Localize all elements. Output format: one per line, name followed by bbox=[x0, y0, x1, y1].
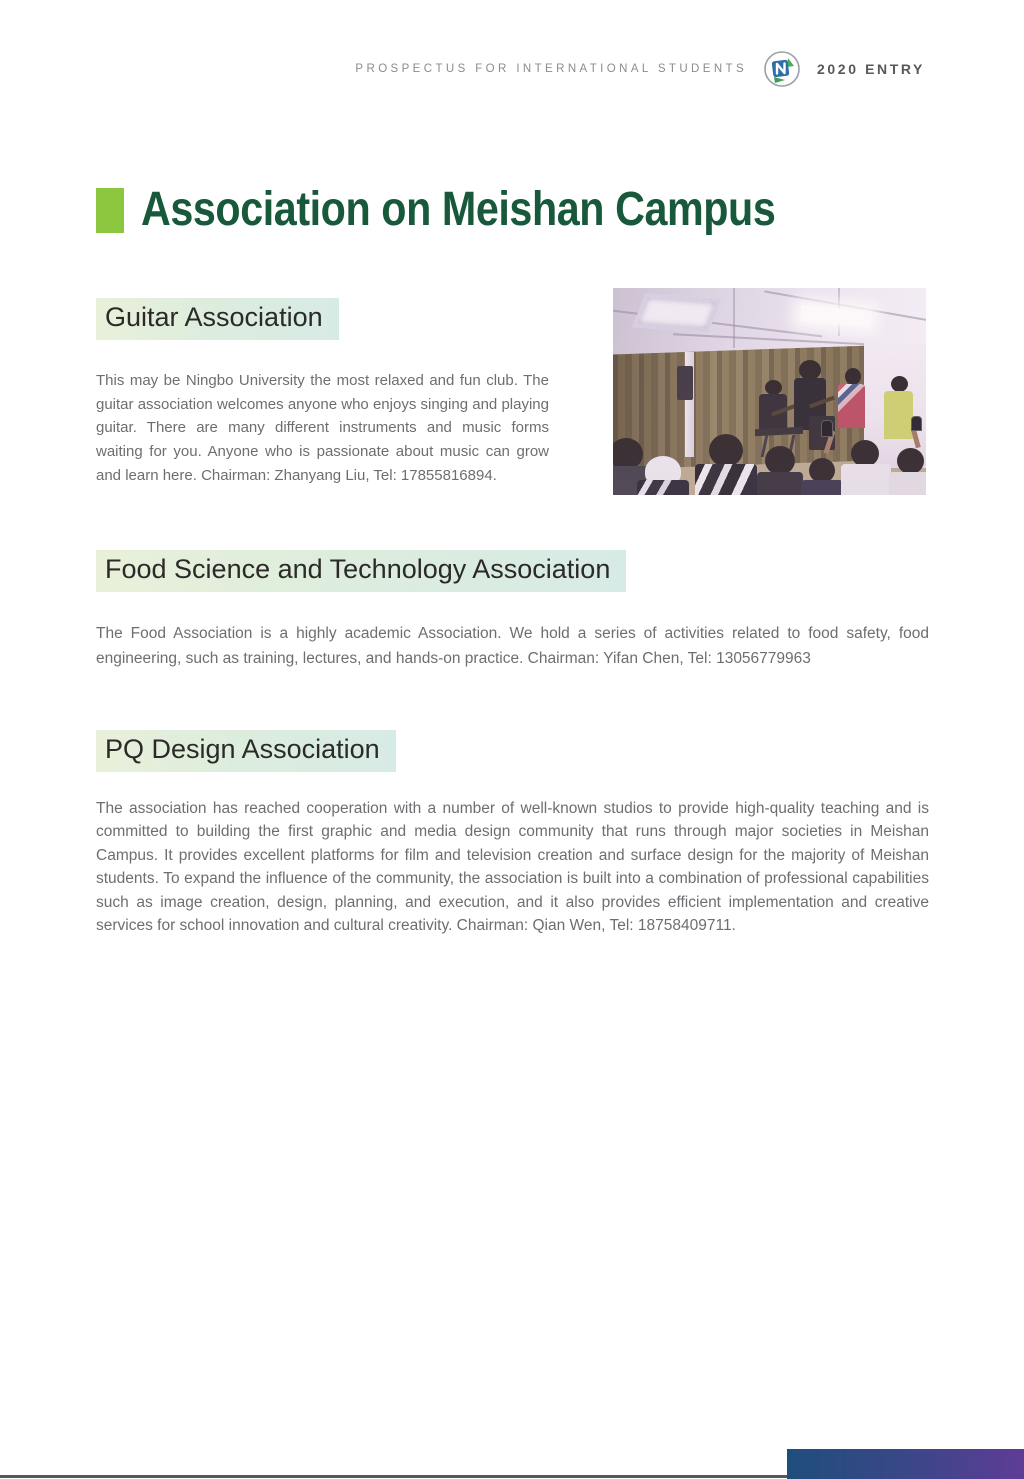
photo-ceiling-light-icon bbox=[632, 293, 721, 332]
page-header bbox=[355, 50, 925, 88]
photo-ceiling-grid bbox=[733, 288, 735, 348]
pq-design-association-body: The association has reached cooperation with a number of well-known studios to provide high-quality teaching and is committed to building the first graphic and media design community that runs through major societies in Meishan Campus. It provides excellent platforms for film and television creation and surface design for the majority of Meishan students. To expand the influence of the community, the association is built into a combination of professional capabilities such as image creation, design, planning, and execution, and it also provides efficient implementation and creative services for school innovation and cultural creativity. Chairman: Qian Wen, Tel: 18758409711. bbox=[96, 800, 929, 935]
title-accent-block bbox=[96, 188, 124, 233]
page-title: Association on Meishan Campus bbox=[141, 183, 776, 236]
photo-speaker bbox=[677, 366, 693, 400]
pq-design-association-heading: PQ Design Association bbox=[96, 730, 396, 772]
food-association-body: The Food Association is a highly academic Association. We hold a series of activities related to food safety, food engineering, such as training, lectures, and hands-on practice. Chairman: Yifan Chen, Tel: 13056779963 bbox=[96, 625, 929, 667]
guitar-association-photo bbox=[613, 288, 926, 495]
guitar-association-body: This may be Ningbo University the most relaxed and fun club. The guitar association welcomes anyone who enjoys singing and playing guitar. There are many different instruments and music forms waiting for you. Anyone who is passionate about music can grow and learn here. Chairman: Zhanyang Liu, Tel: 17855816894. bbox=[96, 372, 549, 484]
page-title-row bbox=[96, 183, 879, 236]
entry-label: 2020 ENTRY bbox=[817, 61, 925, 77]
food-association-heading: Food Science and Technology Association bbox=[96, 550, 626, 592]
guitar-association-heading: Guitar Association bbox=[96, 298, 339, 340]
university-cube-logo-icon bbox=[763, 50, 801, 88]
prospectus-label: PROSPECTUS FOR INTERNATIONAL STUDENTS bbox=[355, 63, 748, 75]
footer-gradient-bar bbox=[787, 1449, 1024, 1479]
